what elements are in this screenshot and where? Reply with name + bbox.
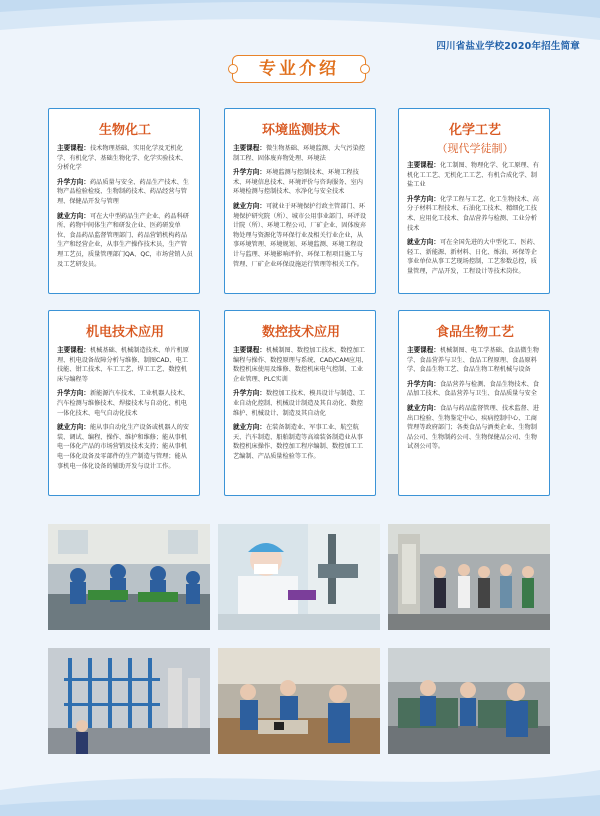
employment-section: 就业方向：可在全国先进的大中型化工、医药、轻工、新能源、新材料、日化、炼油、环保等企事业单位从事工艺现场控制，工艺参数总控，质量管理，产品开发，工程设计等技术岗位。 bbox=[407, 238, 539, 275]
card-title: 机电技术应用 bbox=[85, 325, 164, 340]
employment-section: 就业方向：食品与药品监督管理、技术监督、进出口检验、生物鉴定中心、疾病控制中心、工商管理等政府部门；各类食品与酒类企业、生物制品公司、生物制药公司、生物保健品公司、生物试剂公司等。 bbox=[407, 403, 539, 451]
card-title: 环境监测技术 bbox=[261, 123, 340, 138]
major-card-chemical-process bbox=[398, 108, 550, 294]
employment-section: 就业方向：可在大中型药品生产企业、药品科研所、药物中间体生产和研发企业、医药研发单位、食品药品监督管理部门、药品营销机构药品生产和经营企业，从事生产操作技术员，生产管理工艺员，质量管理部门QA、QC，市场营销人员及工艺研发员。 bbox=[57, 211, 193, 268]
employment-section: 就业方向：在装备制造业、军事工业、航空航天、汽车制造、船舶制造等高端装备制造业从事数控机床操作、数控加工程序编制、数控加工工艺编制、产品质量检验等工作。 bbox=[233, 423, 363, 460]
further-study-section: 升学方向：新能源汽车技术、工业机器人技术、汽车检测与维修技术、焊接技术与自动化、机电一体化技术、电气自动化技术 bbox=[57, 389, 189, 417]
page-title-frame bbox=[232, 55, 366, 85]
courses-section: 主要课程：机械基础、机械制造技术、单片机原理、机电设备故障分析与维修、制图CAD、电工技能、钳工技术、车工工艺、焊工工艺、数控机床与编程等 bbox=[57, 346, 189, 383]
major-card-mechatronics bbox=[48, 310, 200, 496]
major-card-cnc-technology bbox=[224, 310, 376, 496]
lab-experiment-photo bbox=[218, 524, 380, 630]
further-study-section: 升学方向：化学工程与工艺、化工生物技术、高分子材料工程技术、石油化工技术、精细化工技术、应用化工技术、食品营养与检测、工业分析技术 bbox=[407, 194, 539, 232]
courses-section: 主要课程：化工制图、物理化学、化工原理、有机化工工艺、无机化工工艺、有机合成化学、制盐工业 bbox=[407, 161, 539, 189]
school-title: 四川省盐业学校2020年招生简章 bbox=[436, 41, 580, 52]
courses-section: 主要课程：技术物理基础、实用化学及无机化学、有机化学、基础生物化学、化学实验技术、分析化学 bbox=[57, 144, 187, 172]
courses-section: 主要课程：机械制图、电工学基础、食品微生物学、食品营养与卫生、食品工程原理、食品原料学、食品生物工艺、食品生物工程机械与设备 bbox=[407, 346, 539, 374]
card-title: 化学工艺 bbox=[448, 123, 501, 138]
card-title: 数控技术应用 bbox=[261, 325, 340, 340]
employment-section: 就业方向：能从事自动化生产设备或机器人的安装、调试、编程、操作、维护和维修；能从事机电一体化产品的市场营销及技术支持；能从事机电一体化设备及零部件的生产制造与管理；能从事机电一体化设备的辅助开发与设计工作。 bbox=[57, 423, 189, 470]
card-title: 生物化工 bbox=[98, 123, 151, 138]
courses-section: 主要课程：微生物基础、环境监测、大气污染控制工程、固体废弃物处理、环境法 bbox=[233, 144, 365, 162]
electronics-workbench-photo bbox=[218, 648, 380, 754]
major-card-food-bio-process bbox=[398, 310, 550, 496]
page-title: 专业介绍 bbox=[259, 59, 339, 79]
further-study-section: 升学方向：数控加工技术、模具设计与制造、工业自动化控制、机械设计制造及其自动化、数控维护、机械设计、制造及其自动化 bbox=[233, 389, 365, 417]
chemical-plant-model-photo bbox=[48, 648, 210, 754]
major-card-environment-monitoring bbox=[224, 108, 376, 294]
further-study-section: 升学方向：药品质量与安全、药品生产技术、生物产品检验检疫、生物制药技术、药品经营与管理、保健品开发与管理 bbox=[57, 177, 189, 205]
further-study-section: 升学方向：食品营养与检测、食品生物技术、食品加工技术、食品营养与卫生、食品质量与安全 bbox=[407, 379, 539, 398]
lathe-workshop-photo bbox=[388, 648, 550, 754]
card-title: 食品生物工艺 bbox=[435, 325, 514, 340]
further-study-section: 升学方向：环境监测与控制技术、环境工程技术、环境信息技术、环境评价与咨询服务、室内环境检测与控制技术、水净化与安全技术 bbox=[233, 168, 363, 196]
card-subtitle: （现代学徒制） bbox=[436, 142, 514, 155]
courses-section: 主要课程：机械制图、数控加工技术、数控加工编程与操作、数控原理与系统、CAD/CAM应用、数控机床使用及维修、数控机床电气控制、工业企业管理、PLC实训 bbox=[233, 346, 368, 383]
major-card-bio-chemical bbox=[48, 108, 200, 294]
machine-workshop-photo bbox=[48, 524, 210, 630]
process-equipment-tour-photo bbox=[388, 524, 550, 630]
employment-section: 就业方向：可就业于环境保护行政主管部门、环境保护研究院（所）、城市公用事业部门、环评设计院（所）、环境工程公司、厂矿企业、固体废弃物处理与资源化等环保行业及相关行业企业，从事环境管理、环境规划、环境监测、环境工程设计与监理、环境影响评价、环保工程项目施工与管理、厂矿企业环保设施运行管理等相关工作。 bbox=[233, 201, 367, 268]
